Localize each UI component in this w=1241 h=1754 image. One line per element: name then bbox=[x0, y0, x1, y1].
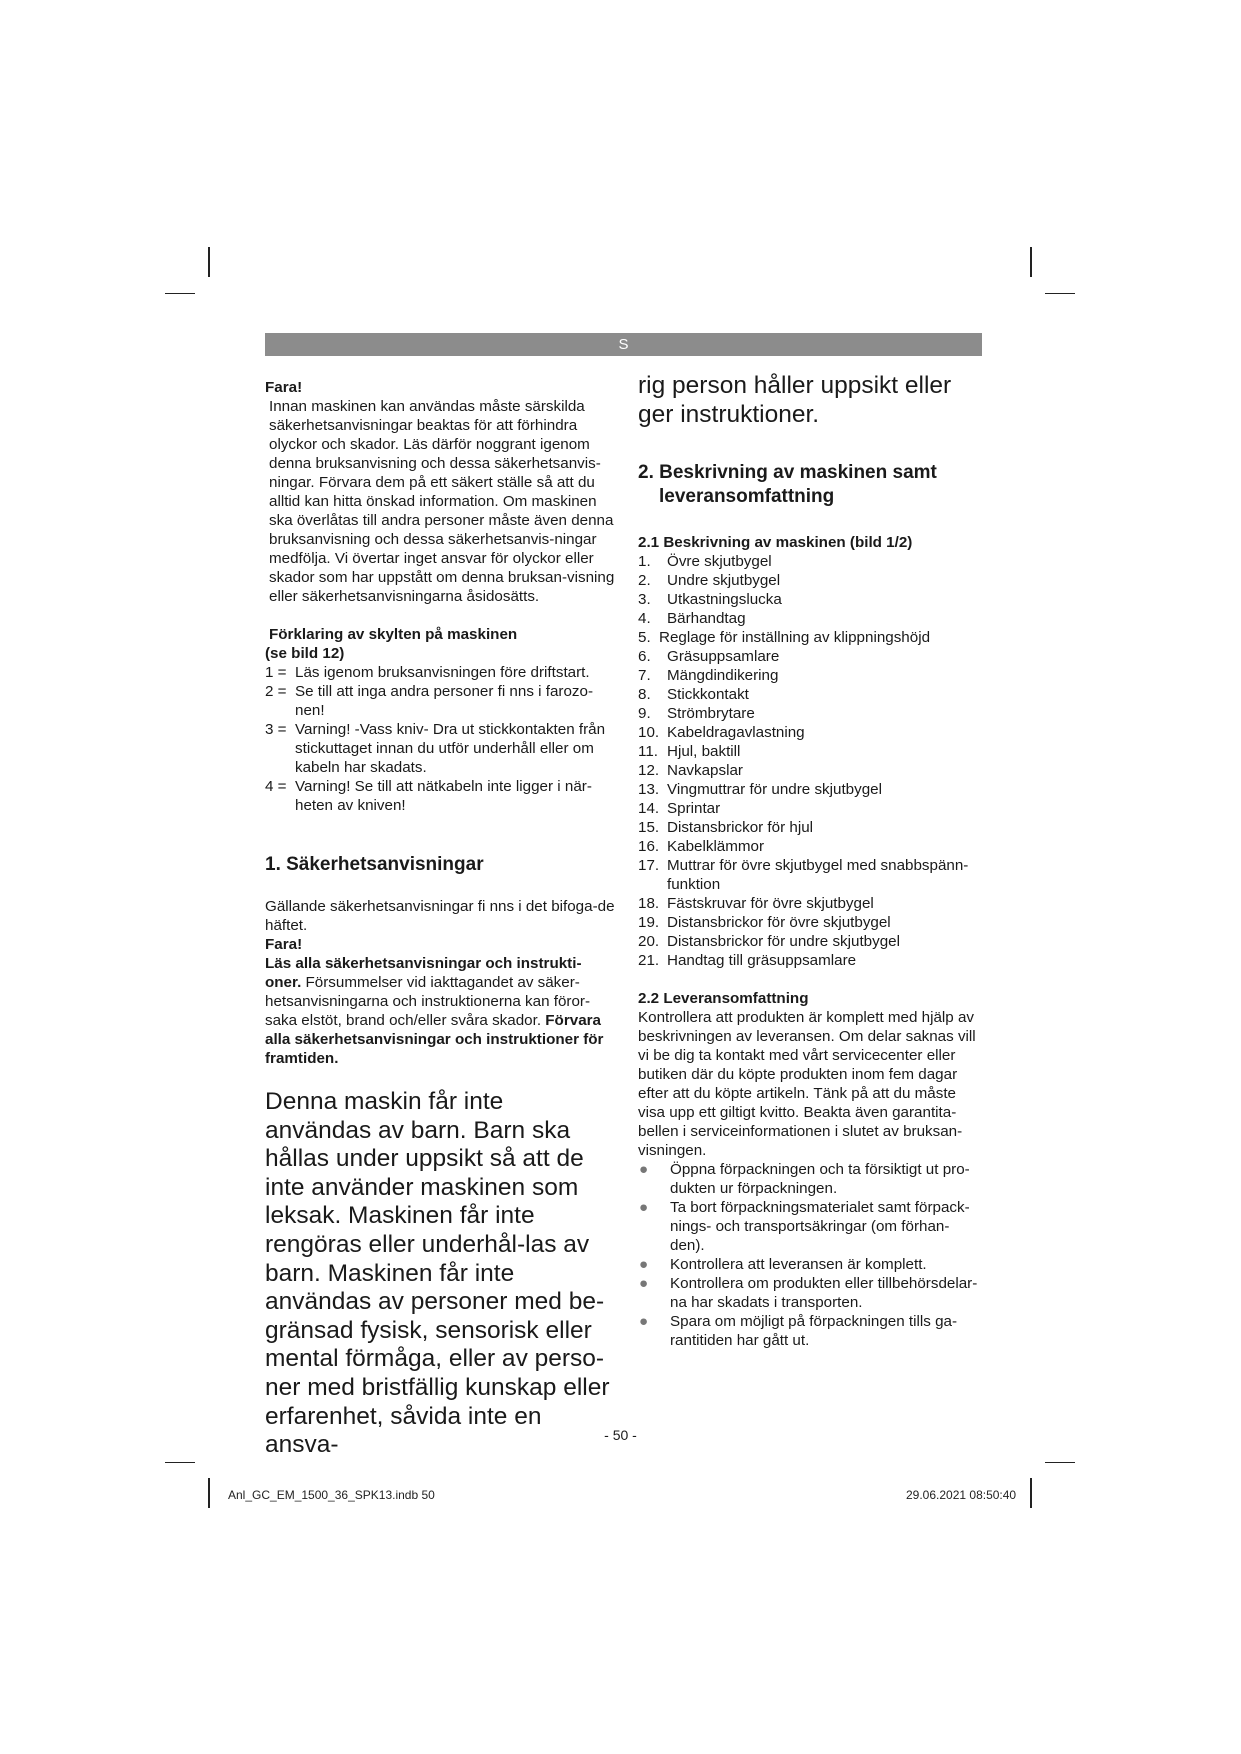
subsection-2-2-title: 2.2 Leveransomfattning bbox=[638, 990, 809, 1008]
sign-item: 2 = Se till att inga andra personer fi nns i farozo-nen! bbox=[265, 683, 594, 719]
footer-filename: Anl_GC_EM_1500_36_SPK13.indb 50 bbox=[228, 1488, 435, 1502]
list-item: 13. Vingmuttrar för undre skjutbygel bbox=[638, 781, 882, 799]
language-code: S bbox=[618, 336, 629, 353]
crop-mark bbox=[208, 247, 210, 277]
sign-heading-ref: (se bild 12) bbox=[265, 645, 345, 662]
section1-intro: Gällande säkerhetsanvisningar fi nns i det bifoga-de häftet. bbox=[265, 898, 615, 934]
crop-mark bbox=[1030, 247, 1032, 277]
list-item: 10. Kabeldragavlastning bbox=[638, 724, 805, 742]
list-item: ● Ta bort förpackningsmaterialet samt förpack-nings- och transportsäkringar (om förhan-den). bbox=[639, 1199, 970, 1255]
footer-datetime: 29.06.2021 08:50:40 bbox=[906, 1488, 1017, 1502]
crop-mark bbox=[165, 293, 195, 294]
list-item: 6. Gräsuppsamlare bbox=[638, 648, 780, 666]
crop-mark bbox=[165, 1462, 195, 1463]
delivery-paragraph: Kontrollera att produkten är komplett med hjälp av beskrivningen av leveransen. Om delar saknas vill vi be dig ta kontakt med vårt servicecenter eller butiken där du köpte produkten inom fem dagar efter att du köpte artikeln. Tänk på att du måste visa upp ett giltigt kvitto. Beakta även garantita-bellen i serviceinformationen i slutet av bruksan-visningen. bbox=[638, 1009, 976, 1160]
bullet-icon: ● bbox=[639, 1256, 649, 1274]
section2-title-line2: leveransomfattning bbox=[659, 486, 835, 508]
list-item: 1. Övre skjutbygel bbox=[638, 553, 772, 571]
subsection-2-1-title: 2.1 Beskrivning av maskinen (bild 1/2) bbox=[638, 534, 913, 552]
sign-list bbox=[265, 663, 615, 815]
crop-mark bbox=[1045, 293, 1075, 294]
bullet-icon: ● bbox=[639, 1161, 649, 1179]
list-item: 11. Hjul, baktill bbox=[638, 743, 741, 761]
list-item: 16. Kabelklämmor bbox=[638, 838, 765, 856]
children-warning: Denna maskin får inte användas av barn. Barn ska hållas under uppsikt så att de inte använder maskinen som leksak. Maskinen får inte rengöras eller underhål-las av barn. Maskinen får inte användas av personer med be-gränsad fysisk, sensorisk eller mental förmåga, eller av perso-ner med bristfällig kunskap eller erfarenhet, såvida inte en ansva- bbox=[265, 1088, 610, 1459]
list-item: 8. Stickkontakt bbox=[638, 686, 749, 704]
bullet-list bbox=[638, 1160, 983, 1350]
list-item: 4. Bärhandtag bbox=[638, 610, 746, 628]
sign-heading: Förklaring av skylten på maskinen bbox=[269, 626, 518, 643]
language-header-bar bbox=[265, 333, 982, 356]
list-item: 3. Utkastningslucka bbox=[638, 591, 782, 609]
sign-item: 1 = Läs igenom bruksanvisningen före driftstart. bbox=[265, 664, 590, 681]
list-item: ● Spara om möjligt på förpackningen tills ga-rantitiden har gått ut. bbox=[639, 1313, 958, 1350]
danger-title-2: Fara! bbox=[265, 936, 303, 953]
list-item: 21. Handtag till gräsuppsamlare bbox=[638, 952, 857, 970]
bullet-icon: ● bbox=[639, 1275, 649, 1293]
list-item: 15. Distansbrickor för hjul bbox=[638, 819, 814, 837]
bullet-icon: ● bbox=[639, 1199, 649, 1217]
bullet-icon: ● bbox=[639, 1313, 649, 1331]
page-number: - 50 - bbox=[604, 1427, 637, 1443]
sign-item: 3 = Varning! -Vass kniv- Dra ut stickkontakten från stickuttaget innan du utför underhåll eller om kabeln har skadats. bbox=[265, 721, 606, 776]
section2-title: 2. Beskrivning av maskinen samt bbox=[638, 462, 937, 484]
danger-title: Fara! bbox=[265, 379, 303, 396]
list-item: 9. Strömbrytare bbox=[638, 705, 755, 723]
list-item: 14. Sprintar bbox=[638, 800, 721, 818]
list-item: ● Kontrollera att leveransen är komplett. bbox=[639, 1256, 927, 1274]
list-item: 18. Fästskruvar för övre skjutbygel bbox=[638, 895, 874, 913]
parts-list bbox=[638, 552, 983, 970]
crop-mark bbox=[208, 1478, 210, 1508]
list-item: 5. Reglage för inställning av klippningshöjd bbox=[638, 629, 931, 647]
section1-title: 1. Säkerhetsanvisningar bbox=[265, 854, 484, 875]
list-item: 17. Muttrar för övre skjutbygel med snabbspänn-funktion bbox=[638, 857, 969, 894]
right-column bbox=[638, 372, 983, 1350]
list-item: 12. Navkapslar bbox=[638, 762, 743, 780]
list-item: ● Kontrollera om produkten eller tillbehörsdelar-na har skadats i transporten. bbox=[639, 1275, 978, 1312]
list-item: 7. Mängdindikering bbox=[638, 667, 779, 685]
sign-item: 4 = Varning! Se till att nätkabeln inte ligger i när-heten av kniven! bbox=[265, 778, 592, 814]
list-item: ● Öppna förpackningen och ta försiktigt ut pro-dukten ur förpackningen. bbox=[639, 1161, 970, 1198]
list-item: 2. Undre skjutbygel bbox=[638, 572, 781, 590]
children-warning-cont: rig person håller uppsikt eller ger instruktioner. bbox=[638, 372, 952, 428]
read-all-paragraph: Läs alla säkerhetsanvisningar och instrukti-oner. Försummelser vid iakttagandet av säker-hetsanvisningarna och instruktionerna kan föror-saka elstöt, brand och/eller svåra skador. Förvara alla säkerhetsanvisningar och instruktioner för framtiden. bbox=[265, 955, 604, 1067]
left-column bbox=[265, 378, 615, 1460]
crop-mark bbox=[1030, 1478, 1032, 1508]
crop-mark bbox=[1045, 1462, 1075, 1463]
intro-paragraph: Innan maskinen kan användas måste särskilda säkerhetsanvisningar beaktas för att förhindra olyckor och skador. Läs därför noggrant igenom denna bruksanvisning och dessa säkerhetsanvis-ningar. Förvara dem på ett säkert ställe så att du alltid kan hitta önskad information. Om maskinen ska överlåtas till andra personer måste även denna bruksanvisning och dessa säkerhetsanvis-ningar medfölja. Vi övertar inget ansvar för olyckor eller skador som har uppstått om denna bruksan-visning eller säkerhetsanvisningarna åsidosätts. bbox=[269, 398, 615, 605]
list-item: 20. Distansbrickor för undre skjutbygel bbox=[638, 933, 900, 951]
list-item: 19. Distansbrickor för övre skjutbygel bbox=[638, 914, 891, 932]
